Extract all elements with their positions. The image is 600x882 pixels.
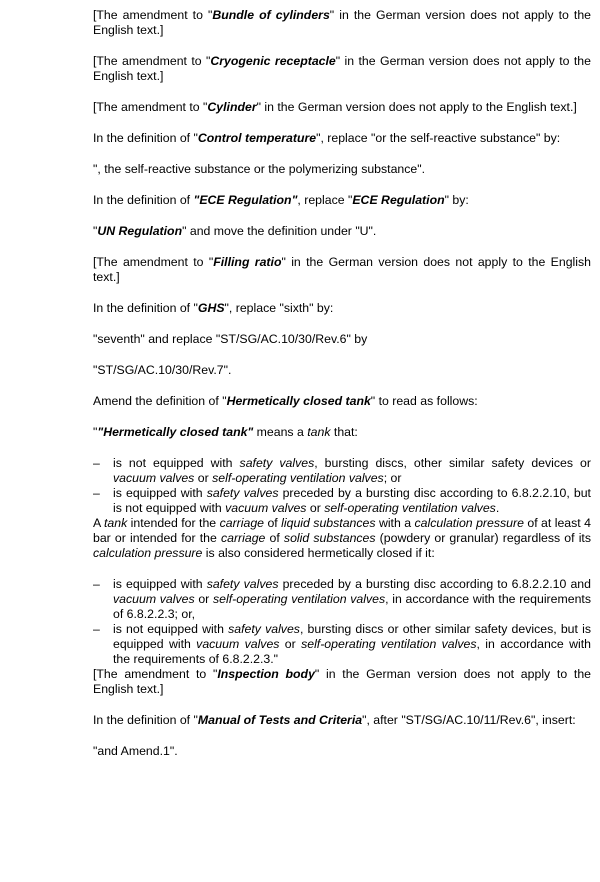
defined-term: Manual of Tests and Criteria	[197, 713, 363, 727]
defined-term: Inspection body	[217, 667, 315, 681]
defined-term: Cylinder	[207, 100, 257, 114]
amendment-manual-of-tests: In the definition of "Manual of Tests and Criteria", after "ST/SG/AC.10/11/Rev.6", insert:	[93, 713, 576, 727]
amendment-cylinder: [The amendment to "Cylinder" in the German version does not apply to the English text.]	[93, 100, 577, 114]
amendment-filling-ratio: [The amendment to "Filling ratio" in the German version does not apply to the English text.]	[93, 255, 592, 284]
dash-bullet: –	[93, 456, 100, 470]
defined-term: Cryogenic receptacle	[210, 54, 336, 68]
defined-term: Control temperature	[197, 131, 317, 145]
list-item: – is equipped with safety valves preceded by a bursting disc according to 6.8.2.2.10, but is not equipped with vacuum valves or self-operating ventilation valves.	[93, 486, 591, 515]
defined-term: GHS	[197, 301, 225, 315]
document-body	[93, 8, 591, 759]
defined-term: Hermetically closed tank	[226, 394, 371, 408]
dash-bullet: –	[93, 577, 100, 591]
list-item: – is not equipped with safety valves, bursting discs or other similar safety devices, but is equipped with vacuum valves or self-operating ventilation valves, in accordance with the requirements of 6.8.2.2.3."	[93, 622, 591, 666]
insertion-text-amend: "and Amend.1".	[93, 744, 178, 758]
defined-term: Bundle of cylinders	[212, 8, 330, 22]
defined-term: "Hermetically closed tank"	[97, 425, 254, 439]
list-item: – is equipped with safety valves preceded by a bursting disc according to 6.8.2.2.10 and vacuum valves or self-operating ventilation valves, in accordance with the requirements of 6.8.2.2.3; or,	[93, 577, 591, 621]
replacement-text-un-regulation: "UN Regulation" and move the definition under "U".	[93, 224, 377, 238]
replacement-text-ghs-rev: "ST/SG/AC.10/30/Rev.7".	[93, 363, 232, 377]
defined-term: "ECE Regulation"	[193, 193, 298, 207]
replacement-text-ghs: "seventh" and replace "ST/SG/AC.10/30/Rev.6" by	[93, 332, 368, 346]
amendment-inspection-body: [The amendment to "Inspection body" in the German version does not apply to the English text.]	[93, 667, 591, 696]
amendment-ece-regulation: In the definition of "ECE Regulation", replace "ECE Regulation" by:	[93, 193, 469, 207]
amendment-ghs: In the definition of "GHS", replace "sixth" by:	[93, 301, 334, 315]
tank-conditions-paragraph: A tank intended for the carriage of liquid substances with a calculation pressure of at least 4 bar or intended for the carriage of solid substances (powdery or granular) regardless of its calculation pressure is also considered hermetically closed if it:	[93, 516, 591, 560]
amendment-cryogenic-receptacle: [The amendment to "Cryogenic receptacle" in the German version does not apply to the English text.]	[93, 54, 591, 83]
defined-term: UN Regulation	[97, 224, 183, 238]
defined-term: Filling ratio	[213, 255, 282, 269]
list-item: – is not equipped with safety valves, bursting discs, other similar safety devices or vacuum valves or self-operating ventilation valves; or	[93, 456, 591, 485]
defined-term: ECE Regulation	[352, 193, 445, 207]
dash-bullet: –	[93, 622, 100, 636]
amendment-bundle-of-cylinders: [The amendment to "Bundle of cylinders" in the German version does not apply to the English text.]	[93, 8, 591, 37]
definition-hermetically-closed-tank: ""Hermetically closed tank" means a tank that:	[93, 425, 358, 439]
dash-bullet: –	[93, 486, 100, 500]
amendment-hermetically-closed-tank: Amend the definition of "Hermetically closed tank" to read as follows:	[93, 394, 478, 408]
amendment-control-temperature: In the definition of "Control temperature", replace "or the self-reactive substance" by:	[93, 131, 561, 145]
replacement-text-control-temperature: ", the self-reactive substance or the polymerizing substance".	[93, 162, 426, 176]
